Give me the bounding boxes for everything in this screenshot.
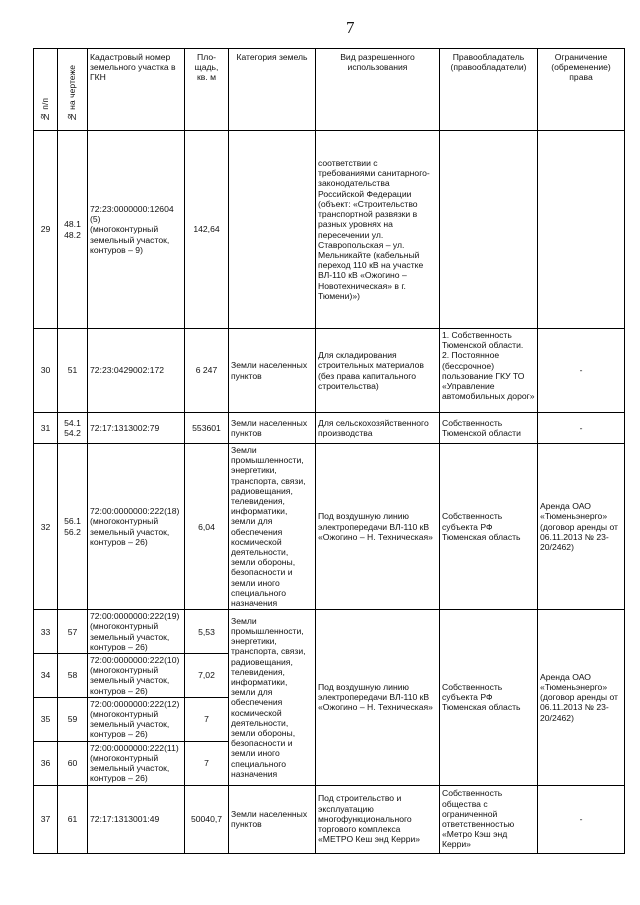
row-drawing: 60 [58,741,88,785]
row-num: 35 [34,697,58,741]
header-usage: Вид разрешенного использования [316,49,440,131]
row-num: 34 [34,654,58,698]
row-num: 36 [34,741,58,785]
row-restriction: - [538,785,625,853]
row-restriction: Аренда ОАО «Тюменьэнерго» (договор аренды от 06.11.2013 № 23-20/2462) [538,444,625,610]
row-owner [440,131,538,329]
row-cadastral: 72:17:1313002:79 [88,413,185,444]
row-usage: Под строительство и эксплуатацию многофункционального торгового комплекса «МЕТРО Кеш энд Керри» [316,785,440,853]
table-row [34,329,625,413]
row-cadastral: 72:23:0429002:172 [88,329,185,413]
table-row [34,444,625,610]
row-area: 50040,7 [185,785,229,853]
row-area: 7 [185,741,229,785]
row-cadastral: 72:17:1313001:49 [88,785,185,853]
row-owner: Собственность субъекта РФ Тюменская область [440,444,538,610]
header-row [34,49,625,131]
row-area: 553601 [185,413,229,444]
row-num: 37 [34,785,58,853]
table-row [34,131,625,329]
header-restriction: Ограничение (обременение) права [538,49,625,131]
group-category: Земли промышленности, энергетики, транспорта, связи, радиовещания, телевидения, информатики, земли для обеспечения космической деятельности, земли обороны, безопасности и земли иного специального назначения [229,610,316,785]
row-owner: 1. Собственность Тюменской области. 2. Постоянное (бессрочное) пользование ГКУ ТО «Управление автомобильных дорог» [440,329,538,413]
row-category: Земли населенных пунктов [229,329,316,413]
row-owner: Собственность Тюменской области [440,413,538,444]
row-drawing: 57 [58,610,88,654]
row-cadastral: 72:00:0000000:222(18) (многоконтурный земельный участок, контуров – 26) [88,444,185,610]
row-cadastral: 72:00:0000000:222(10) (многоконтурный земельный участок, контуров – 26) [88,654,185,698]
header-cadastral: Кадастровый номер земельного участка в ГКН [88,49,185,131]
row-usage: Под воздушную линию электропередачи ВЛ-110 кВ «Ожогино – Н. Техническая» [316,444,440,610]
table-row [34,610,625,654]
row-usage: Для складирования строительных материалов (без права капитального строительства) [316,329,440,413]
row-usage: соответствии с требованиями санитарного-законодательства Российской Федерации (объект: «Строительство транспортной развязки в разных уровнях на пересечении ул. Ставропольская – ул. Мельникайте (кабельный переход 110 кВ на участке ВЛ-110 кВ «Ожогино – Новотехническая» в г. Тюмени)») [316,131,440,329]
row-num: 33 [34,610,58,654]
row-area: 6 247 [185,329,229,413]
row-drawing: 48.1 48.2 [58,131,88,329]
row-num: 31 [34,413,58,444]
header-category: Категория земель [229,49,316,131]
page-number: 7 [346,18,355,37]
land-plots-table [33,48,625,854]
header-num: № п/п [34,49,58,131]
row-num: 30 [34,329,58,413]
group-restriction: Аренда ОАО «Тюменьэнерго» (договор аренды от 06.11.2013 № 23-20/2462) [538,610,625,785]
group-owner: Собственность субъекта РФ Тюменская область [440,610,538,785]
row-area: 5,53 [185,610,229,654]
row-cadastral: 72:00:0000000:222(19) (многоконтурный земельный участок, контуров – 26) [88,610,185,654]
row-usage: Для сельскохозяйственного производства [316,413,440,444]
row-num: 29 [34,131,58,329]
row-area: 7,02 [185,654,229,698]
row-num: 32 [34,444,58,610]
table-row [34,413,625,444]
row-cadastral: 72:00:0000000:222(11) (многоконтурный земельный участок, контуров – 26) [88,741,185,785]
row-area: 6,04 [185,444,229,610]
row-area: 7 [185,697,229,741]
row-drawing: 56.1 56.2 [58,444,88,610]
row-restriction [538,131,625,329]
group-usage: Под воздушную линию электропередачи ВЛ-110 кВ «Ожогино – Н. Техническая» [316,610,440,785]
table-row [34,785,625,853]
header-drawing: № на чертеже [58,49,88,131]
row-category: Земли населенных пунктов [229,785,316,853]
row-owner: Собственность общества с ограниченной ответственностью «Метро Кэш энд Керри» [440,785,538,853]
header-owner: Правообладатель (правообладатели) [440,49,538,131]
row-drawing: 51 [58,329,88,413]
row-category [229,131,316,329]
row-cadastral: 72:23:0000000:12604 (5) (многоконтурный земельный участок, контуров – 9) [88,131,185,329]
row-category: Земли промышленности, энергетики, транспорта, связи, радиовещания, телевидения, информатики, земли для обеспечения космической деятельности, земли обороны, безопасности и земли иного специального назначения [229,444,316,610]
row-restriction: - [538,413,625,444]
row-category: Земли населенных пунктов [229,413,316,444]
row-drawing: 61 [58,785,88,853]
header-area: Пло- щадь, кв. м [185,49,229,131]
row-area: 142,64 [185,131,229,329]
row-drawing: 59 [58,697,88,741]
row-cadastral: 72:00:0000000:222(12) (многоконтурный земельный участок, контуров – 26) [88,697,185,741]
row-restriction: - [538,329,625,413]
row-drawing: 54.1 54.2 [58,413,88,444]
row-drawing: 58 [58,654,88,698]
